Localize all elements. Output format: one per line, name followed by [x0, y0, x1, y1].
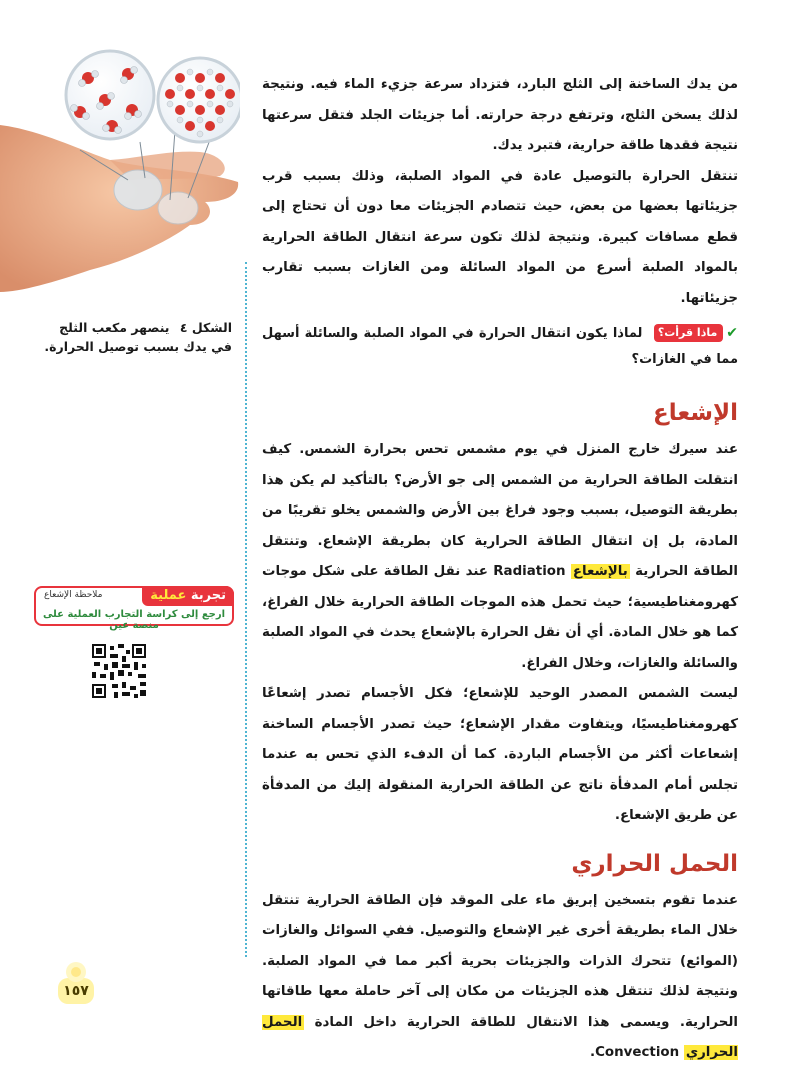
water-drop [158, 192, 198, 224]
main-column [262, 70, 738, 1069]
convection-text-a: عندما تقوم بتسخين إبريق ماء على الموقد فإن الطاقة الحرارية تنتقل خلال الماء بطريقة أخرى غير الإشعاع والتوصيل. ففي السوائل والغازات (الموائع) تتحرك الذرات والجزيئات بحرية أكبر مما في المواد الصلبة. ونتيجة لذلك تنتقل هذه الجزيئات من مكان إلى آخر حاملة معها طاقاتها الحرارية. ويسمى هذا الانتقال للطاقة الحرارية داخل المادة [262, 892, 738, 1030]
heading-radiation: الإشعاع [653, 400, 738, 426]
figure-label: الشكل ٤ [179, 320, 232, 335]
radiation-text-b: Radiation عند نقل الطاقة على شكل موجات كهرومغناطيسية؛ حيث تحمل هذه الموجات الطاقة الحرارية خلال الفراغ، كما هو خلال المادة. أي أن نقل الحرارة بالإشعاع يحدث في المواد الصلبة والسائلة والغازات، وخلال الفراغ. [262, 564, 738, 671]
qr-code-icon[interactable] [90, 642, 148, 700]
lab-title-part-b: عملية [150, 588, 187, 603]
solid-lattice-magnifier [158, 58, 240, 142]
convection-text-b: Convection. [590, 1045, 684, 1060]
heading-convection: الحمل الحراري [571, 850, 738, 877]
reading-check-question: لماذا يكون انتقال الحرارة في المواد الصلبة والسائلة أسهل مما في الغازات؟ [262, 326, 738, 367]
lab-experiment-instruction: ارجع إلى كراسة التجارب العملية على منصة عين [42, 609, 226, 631]
checkmark-icon: ✔ [726, 325, 739, 341]
page-number: ١٥٧ [63, 983, 89, 999]
paragraph-radiation-2: ليست الشمس المصدر الوحيد للإشعاع؛ فكل الأجسام تصدر إشعاعًا كهرومغناطيسيًا، ويتفاوت مقدار الإشعاع؛ حيث تصدر الأجسام الساخنة إشعاعات أكثر من الأجسام الباردة. كما أن الدفء الذي تحس به عندما تجلس أمام المدفأة ناتج عن الطاقة الحرارية المنقولة إليك من المدفأة عن طريق الإشعاع. [262, 686, 738, 823]
hand-ice-illustration [0, 30, 240, 300]
figure-caption [36, 318, 232, 356]
reading-check-badge: ماذا قرأت؟ [654, 324, 723, 342]
lab-experiment-box[interactable] [34, 586, 234, 631]
figure-caption-text: ينصهر مكعب الثلج في يدك بسبب توصيل الحرارة. [44, 320, 232, 354]
term-convection: الحمل الحراري [262, 1014, 738, 1060]
lab-experiment-title [142, 586, 234, 606]
radiation-text-a: عند سيرك خارج المنزل في يوم مشمس تحس بحرارة الشمس. كيف انتقلت الطاقة الحرارية من الشمس إلى جو الأرض؟ بالتأكيد لم يكن هذا بطريقة التوصيل، بسبب وجود فراغ بين الأرض والشمس يخلو تقريبًا من المادة، بل إن انتقال الطاقة الحرارية كان بطريقة الإشعاع. وتنتقل الطاقة الحرارية [262, 442, 739, 579]
paragraph-radiation-1 [262, 435, 738, 679]
column-divider [245, 262, 247, 957]
lab-title-part-a: تجربة [190, 588, 226, 603]
page-number-badge [54, 956, 98, 1008]
reading-check [262, 320, 738, 373]
paragraph-convection-1 [262, 886, 738, 1069]
term-radiation: بالإشعاع [572, 564, 628, 579]
lab-experiment-note: ملاحظة الإشعاع [44, 590, 103, 600]
paragraph-conduction-2: تنتقل الحرارة بالتوصيل عادة في المواد الصلبة، وذلك بسبب قرب جزيئاتها بعضها من بعض، حيث تتصادم الجزيئات معا دون أن تحتاج إلى قطع مسافات كبيرة. ونتيجة لذلك تكون سرعة انتقال الطاقة الحرارية بالمواد الصلبة أسرع من المواد السائلة ومن الغازات بسبب تقارب جزيئاتها. [262, 168, 738, 306]
paragraph-conduction-1: من يدك الساخنة إلى الثلج البارد، فتزداد سرعة جزيء الماء فيه. ونتيجة لذلك يسخن الثلج، وترتفع درجة حرارته. أما جزيئات الجلد فتقل سرعتها نتيجة فقدها طاقة حرارية، فتبرد يدك. [262, 77, 738, 153]
liquid-molecules-magnifier [66, 51, 154, 139]
